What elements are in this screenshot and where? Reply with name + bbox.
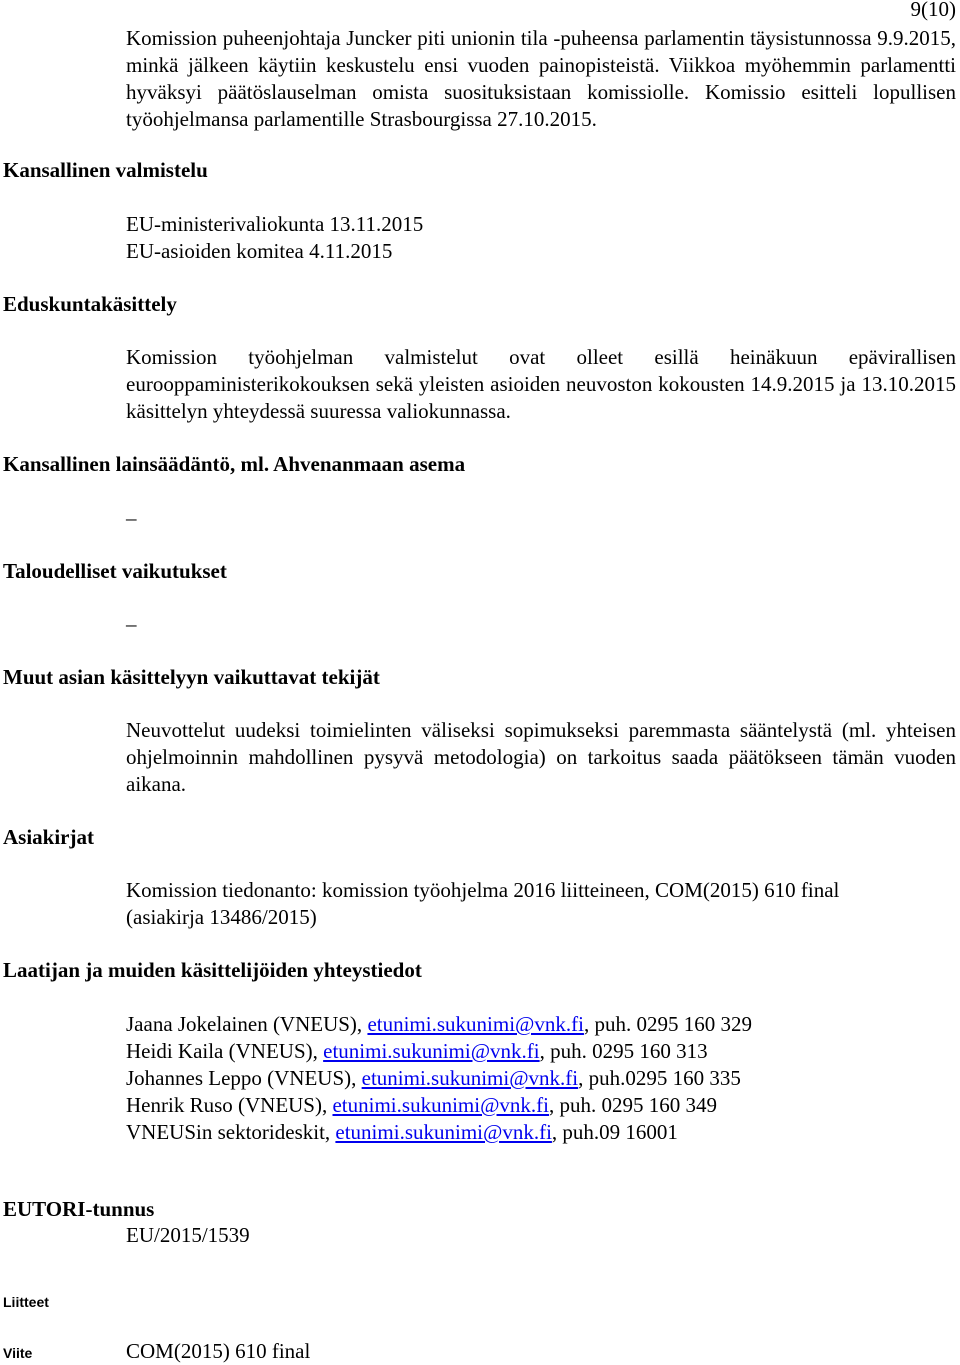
section-heading-eduskuntakasittely: Eduskuntakäsittely xyxy=(3,292,177,316)
contact-name: Jaana Jokelainen (VNEUS), xyxy=(126,1012,368,1036)
muut-tekijat-paragraph: Neuvottelut uudeksi toimielinten väliseksi sopimukseksi paremmasta sääntelystä (ml. yhteisen ohjelmoinnin mahdollinen pysyvä metodologia) on tarkoitus saada päätökseen tämän vuoden aikana. xyxy=(126,718,956,796)
email-link[interactable]: etunimi.sukunimi@vnk.fi xyxy=(335,1120,552,1144)
contact-row xyxy=(126,1119,956,1146)
contact-phone: , puh. 0295 160 313 xyxy=(539,1039,708,1063)
document-line: Komission tiedonanto: komission työohjelma 2016 liitteineen, COM(2015) 610 final xyxy=(126,878,840,902)
contact-name: Henrik Ruso (VNEUS), xyxy=(126,1093,333,1117)
section-heading-viite: Viite xyxy=(3,1345,33,1361)
taloudelliset-vaikutukset-value: – xyxy=(126,612,137,636)
eutori-value: EU/2015/1539 xyxy=(126,1223,250,1247)
contact-list xyxy=(126,1011,956,1146)
contact-row xyxy=(126,1092,956,1119)
section-heading-asiakirjat: Asiakirjat xyxy=(3,825,94,849)
section-heading-kansallinen-lainsaadanto: Kansallinen lainsäädäntö, ml. Ahvenanmaan asema xyxy=(3,452,466,476)
contact-name: VNEUSin sektorideskit, xyxy=(126,1120,336,1144)
asiakirjat-content xyxy=(126,877,956,931)
preparation-line: EU-ministerivaliokunta 13.11.2015 xyxy=(126,212,424,236)
kansallinen-valmistelu-content xyxy=(126,211,956,265)
intro-paragraph: Komission puheenjohtaja Juncker piti unionin tila -puheensa parlamentin täysistunnossa 9.9.2015, minkä jälkeen käytiin keskustelu ensi vuoden painopisteistä. Viikkoa myöhemmin parlamentti hyväksyi päätöslauselman omista suosituksistaan komissiolle. Komissio esitteli lopullisen työohjelmansa parlamentille Strasbourgissa 27.10.2015. xyxy=(126,26,956,131)
section-heading-liitteet: Liitteet xyxy=(3,1294,49,1310)
email-link[interactable]: etunimi.sukunimi@vnk.fi xyxy=(323,1039,540,1063)
contact-name: Johannes Leppo (VNEUS), xyxy=(126,1066,362,1090)
section-heading-muut-tekijat: Muut asian käsittelyyn vaikuttavat tekijät xyxy=(3,665,380,689)
contact-row xyxy=(126,1065,956,1092)
page-number: 9(10) xyxy=(910,0,956,21)
contact-name: Heidi Kaila (VNEUS), xyxy=(126,1039,324,1063)
preparation-line: EU-asioiden komitea 4.11.2015 xyxy=(126,239,393,263)
contact-phone: , puh.0295 160 335 xyxy=(578,1066,741,1090)
section-heading-taloudelliset-vaikutukset: Taloudelliset vaikutukset xyxy=(3,559,227,583)
email-link[interactable]: etunimi.sukunimi@vnk.fi xyxy=(361,1066,579,1090)
document-line: (asiakirja 13486/2015) xyxy=(126,905,317,929)
section-heading-kansallinen-valmistelu: Kansallinen valmistelu xyxy=(3,158,208,182)
section-heading-eutori: EUTORI-tunnus xyxy=(3,1197,155,1221)
section-heading-yhteystiedot: Laatijan ja muiden käsittelijöiden yhteystiedot xyxy=(3,958,422,982)
contact-row xyxy=(126,1038,956,1065)
kansallinen-lainsaadanto-value: – xyxy=(126,506,137,530)
email-link[interactable]: etunimi.sukunimi@vnk.fi xyxy=(332,1093,549,1117)
viite-value: COM(2015) 610 final xyxy=(126,1339,311,1363)
email-link[interactable]: etunimi.sukunimi@vnk.fi xyxy=(367,1012,584,1036)
contact-phone: , puh. 0295 160 349 xyxy=(549,1093,717,1117)
eduskuntakasittely-paragraph: Komission työohjelman valmistelut ovat olleet esillä heinäkuun epävirallisen eurooppaministerikokouksen sekä yleisten asioiden neuvoston kokousten 14.9.2015 ja 13.10.2015 käsittelyn yhteydessä suuressa valiokunnassa. xyxy=(126,345,956,423)
contact-phone: , puh. 0295 160 329 xyxy=(583,1012,752,1036)
contact-row xyxy=(126,1011,956,1038)
contact-phone: , puh.09 16001 xyxy=(551,1120,678,1144)
